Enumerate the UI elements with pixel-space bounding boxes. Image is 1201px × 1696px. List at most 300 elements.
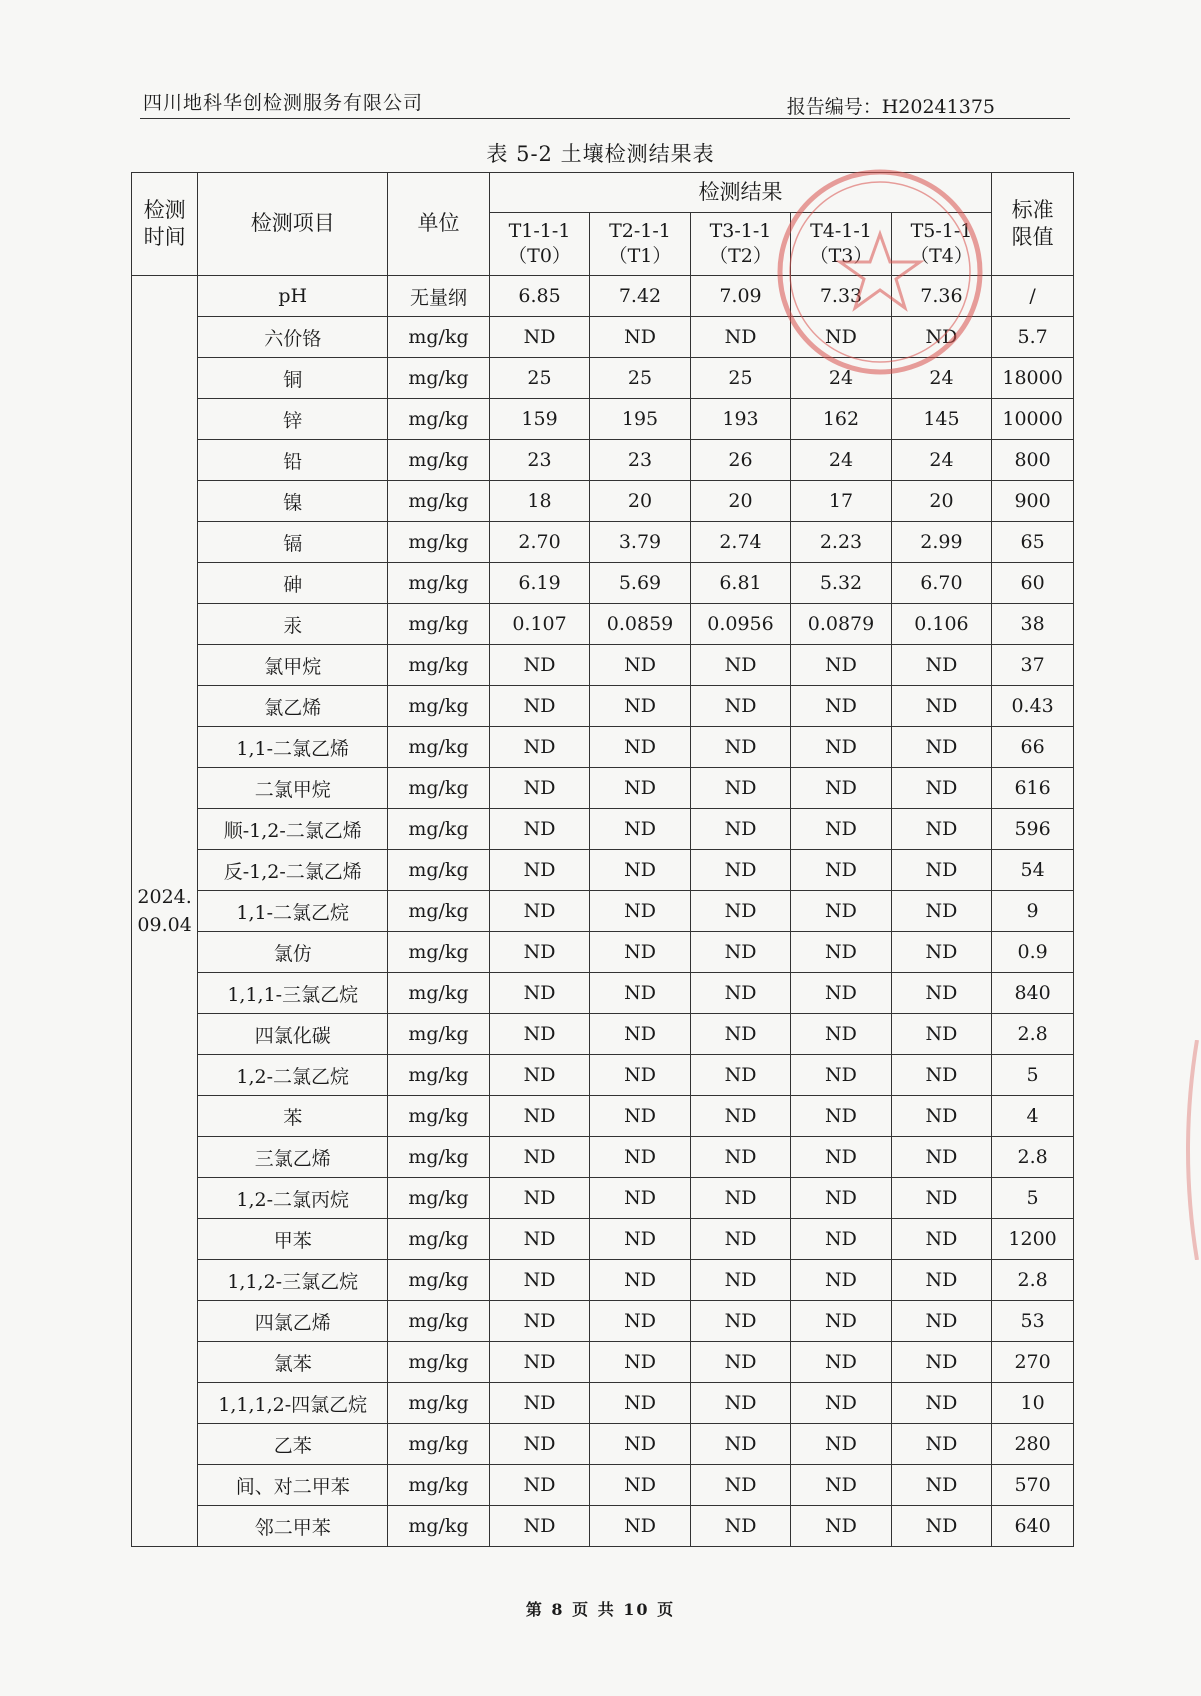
result-value: ND [690,891,790,932]
result-value: ND [489,1178,589,1219]
result-value: ND [690,1506,790,1547]
result-value: ND [590,1096,690,1137]
result-value: 17 [791,481,891,522]
result-value: 0.106 [891,604,991,645]
sample-point: （T0） [508,245,571,267]
test-item: 氯甲烷 [198,645,388,686]
result-value: 5.32 [791,563,891,604]
table-row [132,768,1074,809]
result-value: ND [690,1014,790,1055]
unit: mg/kg [388,317,490,358]
result-value: ND [590,1260,690,1301]
standard-limit: 4 [992,1096,1074,1137]
result-value: ND [489,1014,589,1055]
result-value: ND [590,768,690,809]
standard-limit: 640 [992,1506,1074,1547]
unit: mg/kg [388,563,490,604]
standard-limit: 10 [992,1383,1074,1424]
unit: mg/kg [388,891,490,932]
col-results-header: 检测结果 [489,173,991,213]
result-value: ND [891,317,991,358]
result-value: ND [489,973,589,1014]
result-value: ND [489,850,589,891]
unit: mg/kg [388,932,490,973]
result-value: ND [891,645,991,686]
result-value: ND [590,1424,690,1465]
table-row [132,1383,1074,1424]
col-item-header: 检测项目 [198,173,388,276]
unit: mg/kg [388,522,490,563]
unit: mg/kg [388,645,490,686]
sample-code: T1-1-1 [508,220,571,243]
standard-limit: 270 [992,1342,1074,1383]
result-value: 159 [489,399,589,440]
table-row [132,686,1074,727]
test-item: 苯 [198,1096,388,1137]
test-item: 1,1-二氯乙烯 [198,727,388,768]
sample-code: T4-1-1 [810,220,872,243]
result-value: 193 [690,399,790,440]
sample-point: （T1） [608,245,672,267]
result-value: 0.0879 [791,604,891,645]
result-value: ND [489,317,589,358]
result-value: ND [590,973,690,1014]
result-value: ND [791,1096,891,1137]
result-value: ND [590,1137,690,1178]
test-item: 铅 [198,440,388,481]
test-item: 六价铬 [198,317,388,358]
result-value: ND [690,1301,790,1342]
table-row [132,1178,1074,1219]
result-value: ND [891,1260,991,1301]
report-number: 报告编号：H20241375 [786,96,995,118]
table-row [132,850,1074,891]
result-value: ND [690,1137,790,1178]
result-value: ND [791,1055,891,1096]
result-value: ND [489,1506,589,1547]
test-item: 反-1,2-二氯乙烯 [198,850,388,891]
test-item: 二氯甲烷 [198,768,388,809]
result-value: 24 [891,440,991,481]
result-value: 7.09 [690,276,790,317]
result-value: 6.85 [489,276,589,317]
result-value: ND [891,1465,991,1506]
standard-limit: 18000 [992,358,1074,399]
company-name: 四川地科华创检测服务有限公司 [143,92,424,114]
header-rule [140,118,1070,119]
unit: mg/kg [388,358,490,399]
result-value: 145 [891,399,991,440]
unit: mg/kg [388,481,490,522]
result-value: ND [891,809,991,850]
result-value: ND [891,727,991,768]
table-row [132,973,1074,1014]
table-row [132,317,1074,358]
table-row [132,1014,1074,1055]
result-value: ND [891,891,991,932]
table-row [132,563,1074,604]
standard-limit: 54 [992,850,1074,891]
result-value: 18 [489,481,589,522]
result-value: ND [590,891,690,932]
standard-limit: 1200 [992,1219,1074,1260]
table-row [132,727,1074,768]
result-value: 2.23 [791,522,891,563]
result-value: ND [791,1260,891,1301]
test-item: 镉 [198,522,388,563]
standard-limit: 0.9 [992,932,1074,973]
result-value: ND [791,973,891,1014]
result-value: 24 [891,358,991,399]
result-value: ND [791,1424,891,1465]
table-row [132,276,1074,317]
result-value: ND [489,1137,589,1178]
result-value: ND [590,1506,690,1547]
result-value: ND [690,809,790,850]
result-value: ND [690,317,790,358]
table-row [132,1096,1074,1137]
unit: mg/kg [388,850,490,891]
unit: mg/kg [388,1506,490,1547]
test-item: 1,2-二氯丙烷 [198,1178,388,1219]
result-value: ND [891,1506,991,1547]
test-item: 1,1-二氯乙烷 [198,891,388,932]
result-value: ND [791,1383,891,1424]
result-value: ND [590,850,690,891]
table-row [132,604,1074,645]
result-value: 20 [590,481,690,522]
unit: mg/kg [388,604,490,645]
standard-limit: 616 [992,768,1074,809]
result-value: ND [891,850,991,891]
result-value: 6.70 [891,563,991,604]
result-value: ND [891,1137,991,1178]
result-value: 25 [489,358,589,399]
unit: mg/kg [388,399,490,440]
result-value: ND [590,1383,690,1424]
standard-limit: 65 [992,522,1074,563]
test-item: 乙苯 [198,1424,388,1465]
table-row [132,1342,1074,1383]
test-item: 镍 [198,481,388,522]
result-value: ND [690,686,790,727]
unit: mg/kg [388,1424,490,1465]
result-value: ND [891,1342,991,1383]
unit: mg/kg [388,1465,490,1506]
result-value: 3.79 [590,522,690,563]
result-value: ND [590,809,690,850]
standard-limit: 5 [992,1178,1074,1219]
unit: mg/kg [388,1096,490,1137]
standard-limit: 38 [992,604,1074,645]
result-value: 7.42 [590,276,690,317]
result-value: ND [690,1383,790,1424]
standard-limit: 5 [992,1055,1074,1096]
result-value: ND [590,686,690,727]
test-item: 间、对二甲苯 [198,1465,388,1506]
standard-limit: 570 [992,1465,1074,1506]
standard-limit: 53 [992,1301,1074,1342]
result-value: ND [590,317,690,358]
result-value: ND [791,1301,891,1342]
result-value: 6.81 [690,563,790,604]
result-value: ND [590,1301,690,1342]
unit: mg/kg [388,1383,490,1424]
test-item: 氯仿 [198,932,388,973]
result-value: ND [590,1055,690,1096]
col-time-header: 检测时间 [132,173,198,276]
result-value: 195 [590,399,690,440]
soil-results-table [131,172,1074,1547]
test-item: 汞 [198,604,388,645]
result-value: ND [891,686,991,727]
table-row [132,1301,1074,1342]
result-value: ND [690,1342,790,1383]
result-value: ND [489,1055,589,1096]
standard-limit: 66 [992,727,1074,768]
result-value: 0.107 [489,604,589,645]
result-value: ND [791,1342,891,1383]
result-value: ND [791,850,891,891]
result-value: ND [489,686,589,727]
col-unit-header: 单位 [388,173,490,276]
result-value: 24 [791,440,891,481]
result-value: ND [791,1465,891,1506]
sample-code: T3-1-1 [709,220,772,243]
result-value: ND [690,1260,790,1301]
result-value: ND [690,932,790,973]
sample-code: T2-1-1 [609,220,671,243]
test-item: 三氯乙烯 [198,1137,388,1178]
result-value: ND [489,1342,589,1383]
sample-point: （T2） [709,245,772,267]
unit: mg/kg [388,1055,490,1096]
table-row [132,891,1074,932]
result-value: ND [791,727,891,768]
table-row [132,932,1074,973]
standard-limit: 2.8 [992,1014,1074,1055]
result-value: ND [590,727,690,768]
result-value: ND [891,973,991,1014]
result-value: 7.33 [791,276,891,317]
result-value: ND [791,1178,891,1219]
test-item: 1,2-二氯乙烷 [198,1055,388,1096]
test-item: 顺-1,2-二氯乙烯 [198,809,388,850]
result-value: ND [791,932,891,973]
table-row [132,1055,1074,1096]
result-value: ND [489,809,589,850]
result-value: ND [690,1055,790,1096]
result-value: ND [891,1178,991,1219]
page-footer: 第 8 页 共 10 页 [525,1600,676,1619]
unit: mg/kg [388,809,490,850]
edge-seal-stamp [1175,1040,1201,1260]
result-value: ND [489,1260,589,1301]
result-value: ND [690,1178,790,1219]
unit: mg/kg [388,1260,490,1301]
standard-limit: 840 [992,973,1074,1014]
sample-header-5 [891,213,991,276]
unit: mg/kg [388,768,490,809]
standard-limit: 37 [992,645,1074,686]
result-value: ND [891,1383,991,1424]
table-row [132,1260,1074,1301]
result-value: ND [489,1465,589,1506]
result-value: ND [891,932,991,973]
sample-header-3 [690,213,790,276]
test-date: 2024.09.04 [132,276,198,1547]
unit: mg/kg [388,1342,490,1383]
sample-header-1 [489,213,589,276]
test-item: 1,1,2-三氯乙烷 [198,1260,388,1301]
result-value: ND [489,1096,589,1137]
result-value: ND [690,768,790,809]
result-value: ND [690,850,790,891]
sample-point: （T4） [910,245,973,267]
result-value: ND [690,1096,790,1137]
table-row [132,440,1074,481]
result-value: ND [891,1424,991,1465]
result-value: 162 [791,399,891,440]
result-value: ND [590,1219,690,1260]
test-item: 甲苯 [198,1219,388,1260]
sample-point: （T3） [809,245,873,267]
result-value: ND [891,1096,991,1137]
table-title: 表 5-2 土壤检测结果表 [486,142,715,166]
test-item: 氯苯 [198,1342,388,1383]
unit: 无量纲 [388,276,490,317]
result-value: ND [690,1219,790,1260]
test-item: 四氯乙烯 [198,1301,388,1342]
unit: mg/kg [388,973,490,1014]
test-item: pH [198,276,388,317]
result-value: ND [489,727,589,768]
table-row [132,1424,1074,1465]
result-value: 23 [489,440,589,481]
result-value: ND [489,645,589,686]
col-limit-header: 标准限值 [992,173,1074,276]
table-row [132,481,1074,522]
standard-limit: 0.43 [992,686,1074,727]
result-value: ND [590,932,690,973]
sample-code: T5-1-1 [910,220,973,243]
unit: mg/kg [388,1219,490,1260]
result-value: 2.74 [690,522,790,563]
standard-limit: 800 [992,440,1074,481]
sample-header-2 [590,213,690,276]
result-value: ND [489,1219,589,1260]
result-value: 7.36 [891,276,991,317]
result-value: ND [891,1301,991,1342]
table-row [132,522,1074,563]
unit: mg/kg [388,1137,490,1178]
standard-limit: / [992,276,1074,317]
result-value: 2.99 [891,522,991,563]
result-value: ND [690,1465,790,1506]
standard-limit: 2.8 [992,1137,1074,1178]
result-value: 0.0956 [690,604,790,645]
result-value: ND [891,768,991,809]
result-value: 5.69 [590,563,690,604]
result-value: ND [489,768,589,809]
result-value: ND [489,1383,589,1424]
result-value: 20 [891,481,991,522]
test-item: 铜 [198,358,388,399]
result-value: ND [590,1342,690,1383]
table-row [132,645,1074,686]
result-value: 26 [690,440,790,481]
result-value: ND [891,1219,991,1260]
test-item: 1,1,1,2-四氯乙烷 [198,1383,388,1424]
standard-limit: 2.8 [992,1260,1074,1301]
unit: mg/kg [388,686,490,727]
unit: mg/kg [388,1178,490,1219]
result-value: 6.19 [489,563,589,604]
result-value: ND [690,973,790,1014]
standard-limit: 596 [992,809,1074,850]
result-value: ND [590,1465,690,1506]
result-value: ND [791,686,891,727]
standard-limit: 280 [992,1424,1074,1465]
result-value: 23 [590,440,690,481]
result-value: 0.0859 [590,604,690,645]
test-item: 邻二甲苯 [198,1506,388,1547]
result-value: ND [590,1014,690,1055]
result-value: ND [489,891,589,932]
result-value: ND [690,727,790,768]
result-value: ND [590,1178,690,1219]
result-value: ND [791,1137,891,1178]
unit: mg/kg [388,1014,490,1055]
standard-limit: 10000 [992,399,1074,440]
result-value: 2.70 [489,522,589,563]
result-value: ND [690,1424,790,1465]
test-item: 四氯化碳 [198,1014,388,1055]
table-row [132,1465,1074,1506]
result-value: ND [489,1424,589,1465]
result-value: 24 [791,358,891,399]
table-row [132,1219,1074,1260]
result-value: 25 [690,358,790,399]
standard-limit: 5.7 [992,317,1074,358]
result-value: ND [791,1014,891,1055]
result-value: ND [791,891,891,932]
table-row [132,809,1074,850]
result-value: ND [891,1055,991,1096]
result-value: ND [690,645,790,686]
unit: mg/kg [388,727,490,768]
table-row [132,358,1074,399]
test-item: 锌 [198,399,388,440]
result-value: ND [791,645,891,686]
table-row [132,399,1074,440]
test-item: 氯乙烯 [198,686,388,727]
result-value: 20 [690,481,790,522]
unit: mg/kg [388,440,490,481]
standard-limit: 900 [992,481,1074,522]
test-item: 1,1,1-三氯乙烷 [198,973,388,1014]
table-row [132,1137,1074,1178]
result-value: ND [791,317,891,358]
result-value: ND [489,932,589,973]
standard-limit: 60 [992,563,1074,604]
result-value: ND [891,1014,991,1055]
result-value: 25 [590,358,690,399]
sample-header-4 [791,213,891,276]
result-value: ND [791,809,891,850]
result-value: ND [791,1506,891,1547]
result-value: ND [590,645,690,686]
